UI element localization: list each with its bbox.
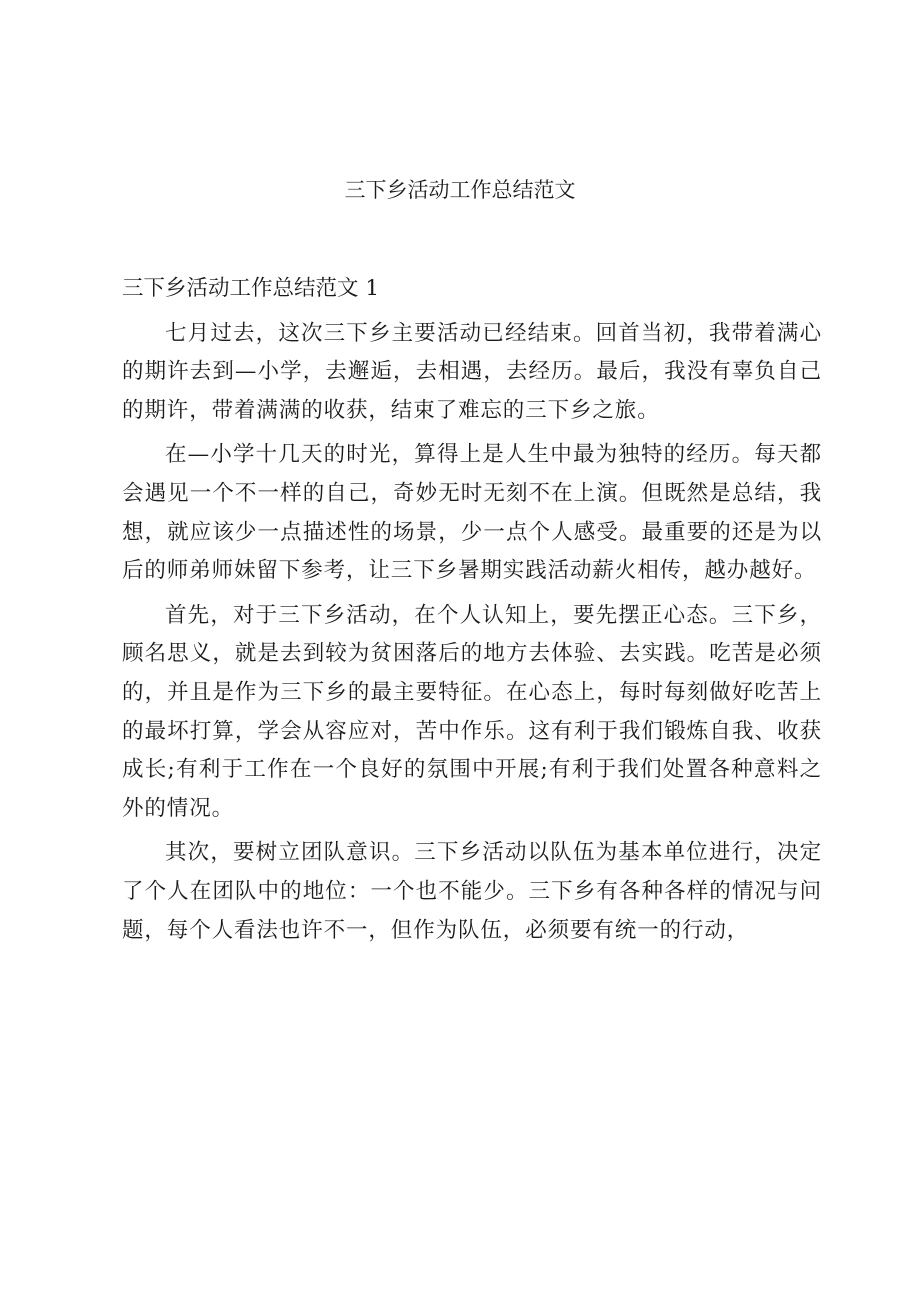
document-body xyxy=(122,270,822,956)
document-title: 三下乡活动工作总结范文 xyxy=(344,178,576,202)
section-heading: 三下乡活动工作总结范文 1 xyxy=(122,276,380,301)
paragraph-1: 七月过去，这次三下乡主要活动已经结束。回首当初，我带着满心的期许去到—小学，去邂逅，去相遇，去经历。最后，我没有辜负自己的期许，带着满满的收获，结束了难忘的三下乡之旅。 xyxy=(122,320,822,423)
paragraph-2: 在—小学十几天的时光，算得上是人生中最为独特的经历。每天都会遇见一个不一样的自己，奇妙无时无刻不在上演。但既然是总结，我想，就应该少一点描述性的场景，少一点个人感受。最重要的还是为以后的师弟师妹留下参考，让三下乡暑期实践活动薪火相传，越办越好。 xyxy=(122,442,822,584)
paragraph-3: 首先，对于三下乡活动，在个人认知上，要先摆正心态。三下乡，顾名思义，就是去到较为贫困落后的地方去体验、去实践。吃苦是必须的，并且是作为三下乡的最主要特征。在心态上，每时每刻做好吃苦上的最坏打算，学会从容应对，苦中作乐。这有利于我们锻炼自我、收获成长;有利于工作在一个良好的氛围中开展;有利于我们处置各种意料之外的情况。 xyxy=(122,602,822,821)
paragraph-4: 其次，要树立团队意识。三下乡活动以队伍为基本单位进行，决定了个人在团队中的地位：一个也不能少。三下乡有各种各样的情况与问题，每个人看法也许不一，但作为队伍，必须要有统一的行动， xyxy=(122,840,822,943)
